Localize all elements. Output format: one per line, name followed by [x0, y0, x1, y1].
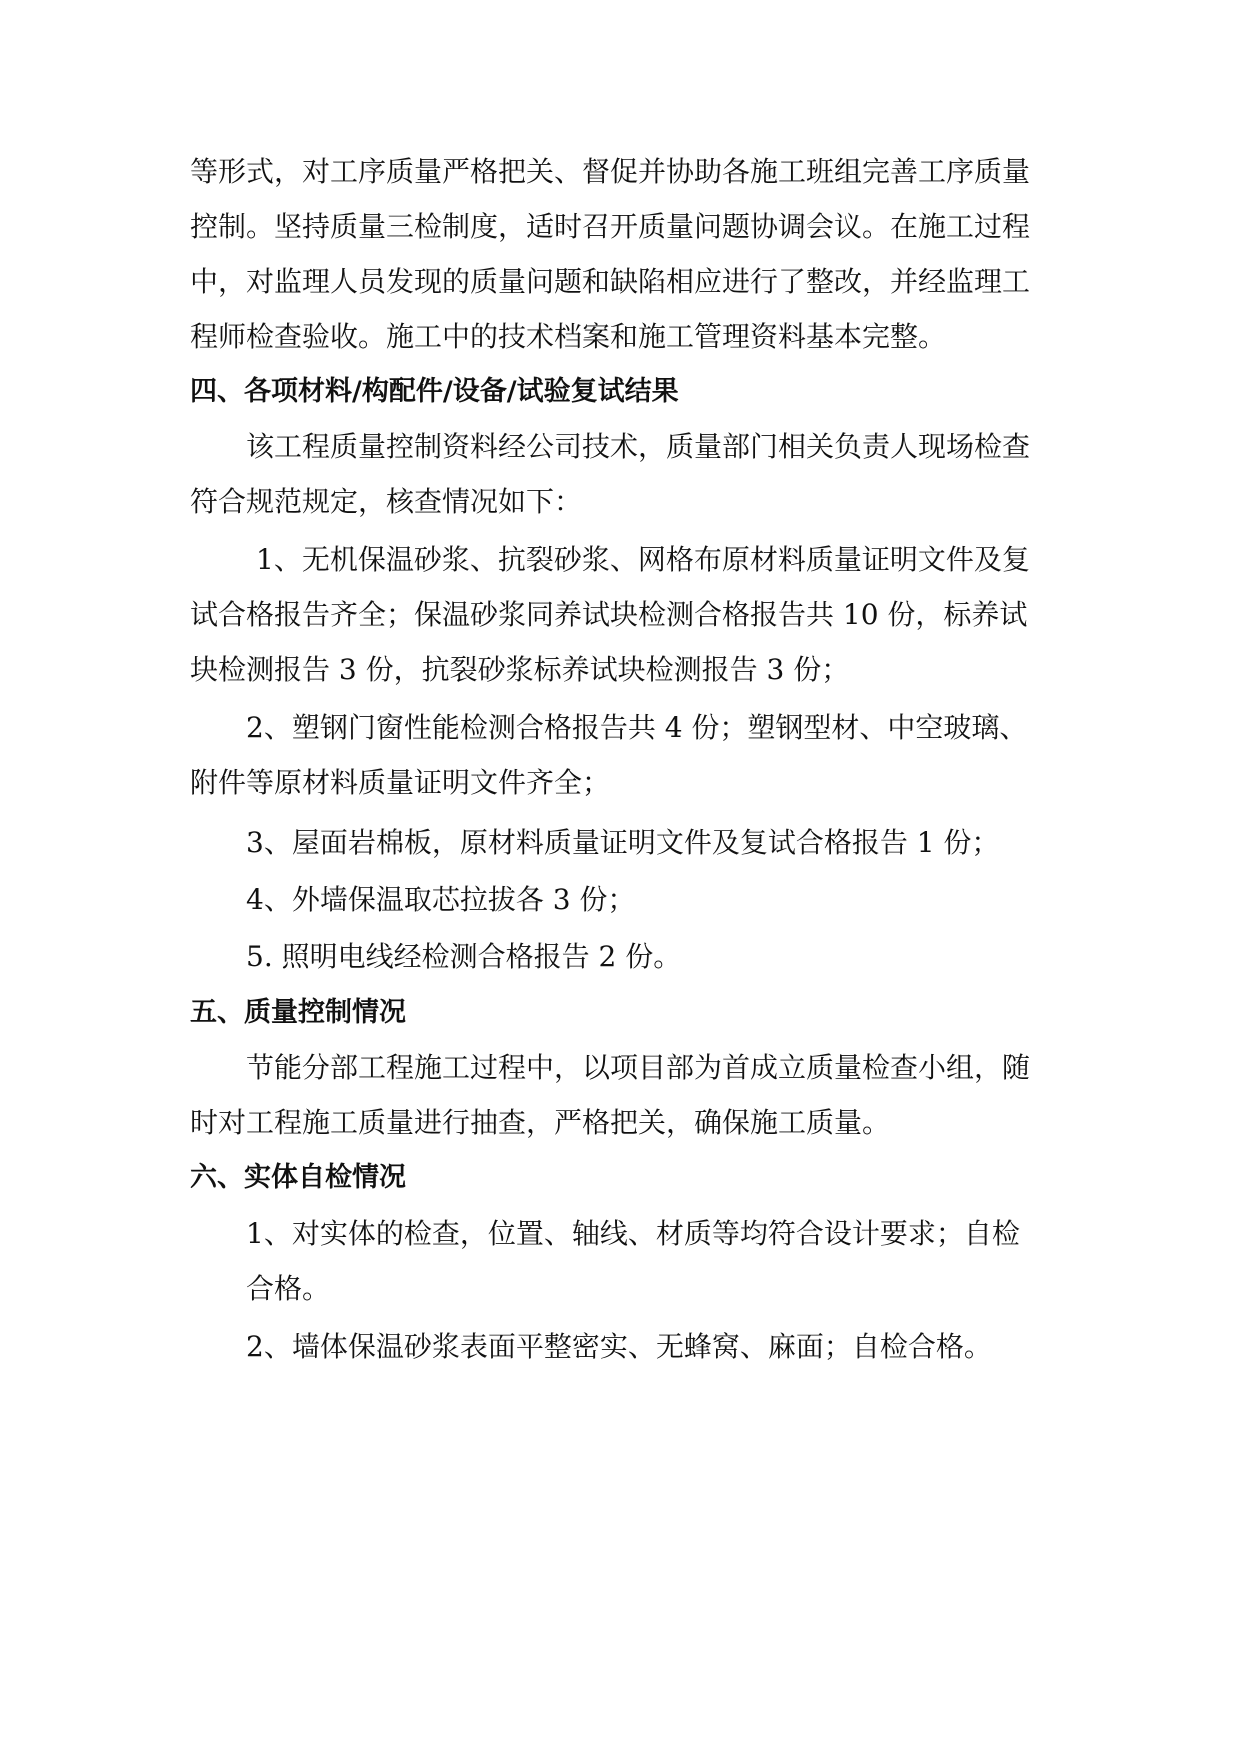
- list-item-line: 4、外墙保温取芯拉拔各 3 份；: [246, 883, 636, 916]
- list-item-line: 附件等原材料质量证明文件齐全；: [190, 766, 611, 799]
- list-item-line: 合格。: [246, 1272, 331, 1305]
- paragraph-line: 该工程质量控制资料经公司技术，质量部门相关负责人现场检查: [246, 430, 1031, 463]
- list-item-line: 3、屋面岩棉板，原材料质量证明文件及复试合格报告 1 份；: [246, 826, 1000, 859]
- list-item-line: 2、墙体保温砂浆表面平整密实、无蜂窝、麻面；自检合格。: [246, 1330, 992, 1363]
- paragraph-line: 程师检查验收。施工中的技术档案和施工管理资料基本完整。: [190, 320, 947, 353]
- section-heading-4: 四、各项材料/构配件/设备/试验复试结果: [190, 376, 679, 407]
- section-heading-6: 六、实体自检情况: [190, 1162, 406, 1193]
- list-item-line: 1、对实体的检查，位置、轴线、材质等均符合设计要求；自检: [246, 1217, 1020, 1250]
- list-item-line: 块检测报告 3 份，抗裂砂浆标养试块检测报告 3 份；: [190, 653, 850, 686]
- list-item-line: 5. 照明电线经检测合格报告 2 份。: [246, 940, 682, 973]
- paragraph-line: 等形式，对工序质量严格把关、督促并协助各施工班组完善工序质量: [190, 155, 1031, 188]
- paragraph-line: 符合规范规定，核查情况如下：: [190, 485, 583, 518]
- paragraph-line: 控制。坚持质量三检制度，适时召开质量问题协调会议。在施工过程: [190, 210, 1031, 243]
- section-heading-5: 五、质量控制情况: [190, 997, 406, 1028]
- list-item-line: 试合格报告齐全；保温砂浆同养试块检测合格报告共 10 份，标养试: [190, 598, 1028, 631]
- list-item-line: 1、无机保温砂浆、抗裂砂浆、网格布原材料质量证明文件及复: [256, 543, 1030, 576]
- list-item-line: 2、塑钢门窗性能检测合格报告共 4 份；塑钢型材、中空玻璃、: [246, 711, 1028, 744]
- paragraph-line: 时对工程施工质量进行抽查，严格把关，确保施工质量。: [190, 1106, 891, 1139]
- paragraph-line: 中，对监理人员发现的质量问题和缺陷相应进行了整改，并经监理工: [190, 265, 1031, 298]
- paragraph-line: 节能分部工程施工过程中，以项目部为首成立质量检查小组，随: [246, 1051, 1031, 1084]
